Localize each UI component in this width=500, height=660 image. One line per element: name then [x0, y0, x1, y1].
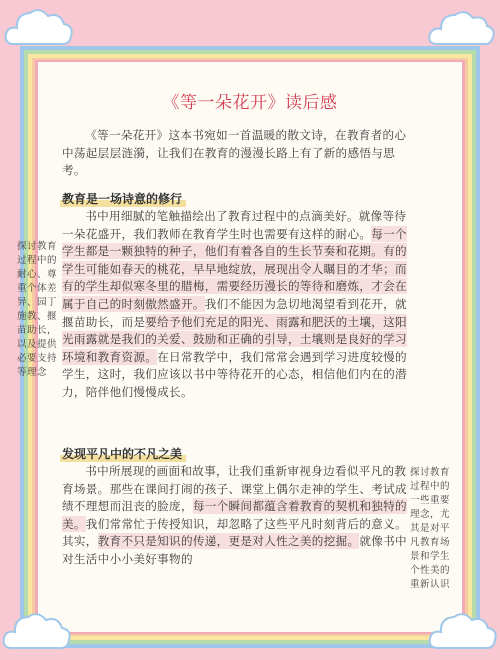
section1-paragraph [62, 208, 412, 402]
section1-text-b: 我们不能因为急切地渴望看到花开，就揠苗助长，而是 [62, 296, 407, 329]
section1-heading [62, 190, 182, 207]
page-title: 《等一朵花开》读后感 [162, 93, 338, 113]
section2-heading-text: 发现平凡中的不凡之美 [62, 447, 183, 461]
cloud-bottom-right-icon [428, 608, 498, 656]
section2-heading [62, 445, 182, 462]
section1-highlight-3: 要给予他们充足的阳光、雨露和肥沃的土壤，这阳光雨露就是我们的关爱、鼓励和正确的引导， [62, 314, 407, 347]
section1-highlight-1: 每一个学生都是一颗独特的种子，他们有着各自的生长节奏和花期。 [62, 226, 407, 259]
cloud-top-left-icon [4, 4, 74, 52]
cloud-bottom-left-icon [2, 608, 72, 656]
section2-text-c: 就像书中对生活中小小美好事物的 [62, 534, 407, 566]
intro-paragraph: 《等一朵花开》这本书宛如一首温暖的散文诗，在教育者的心中荡起层层涟漪，让我们在教育的漫漫长路上有了新的感悟与思考。 [62, 128, 407, 178]
cloud-top-right-icon [428, 6, 496, 52]
section2-text-a: 书中所展现的画面和故事，让我们重新审视身边看似平凡的教育场景。那些在课间打闹的孩子、课堂上偶尔走神的学生、考试成绩不理想而沮丧的脸庞， [62, 464, 407, 514]
section2-text-b: 我们常常忙于传授知识，却忽略了这些平凡时刻背后的意义。其实， [62, 516, 407, 549]
section1-highlight-4: 土壤则是良好的学习环境和教育资源。 [62, 332, 407, 364]
section1-text-c: 在日常教学中，我们常常会遇到学习进度较慢的学生，这时，我们应该以书中等待花开的心态，相信他们内在的潜力，陪伴他们慢慢成长。 [62, 349, 407, 399]
section2-highlight-1: 每一个瞬间都蕴含着教育的契机和独特的美。 [62, 499, 407, 531]
section1-text-a: 书中用细腻的笔触描绘出了教育过程中的点滴美好。就像等待一朵花盛开，我们教师在教育学生时也需要有这样的耐心。 [62, 209, 407, 241]
margin-note-left: 探讨教育 过程中的 耐心、尊 重个体差 异、园丁 施教、揠 苗助长， 以及提供 必要支持 等理念 [17, 241, 58, 378]
section2-highlight-2: 教育不只是知识的传递，更是对人性之美的挖掘。 [97, 534, 360, 549]
section2-paragraph [62, 463, 412, 569]
section1-highlight-2: 有的学生可能如春天的桃花，早早地绽放，展现出令人瞩目的才华；而有的学生却似寒冬里的腊梅，需要经历漫长的等待和磨炼，才会在属于自己的时刻傲然盛开。 [62, 244, 407, 311]
margin-note-right: 探讨教育 过程中的 一些重要 理念，尤 其是对平 凡教育场 景和学生 个性美的 重新认识 [410, 467, 451, 590]
section1-heading-text: 教育是一场诗意的修行 [62, 192, 183, 206]
